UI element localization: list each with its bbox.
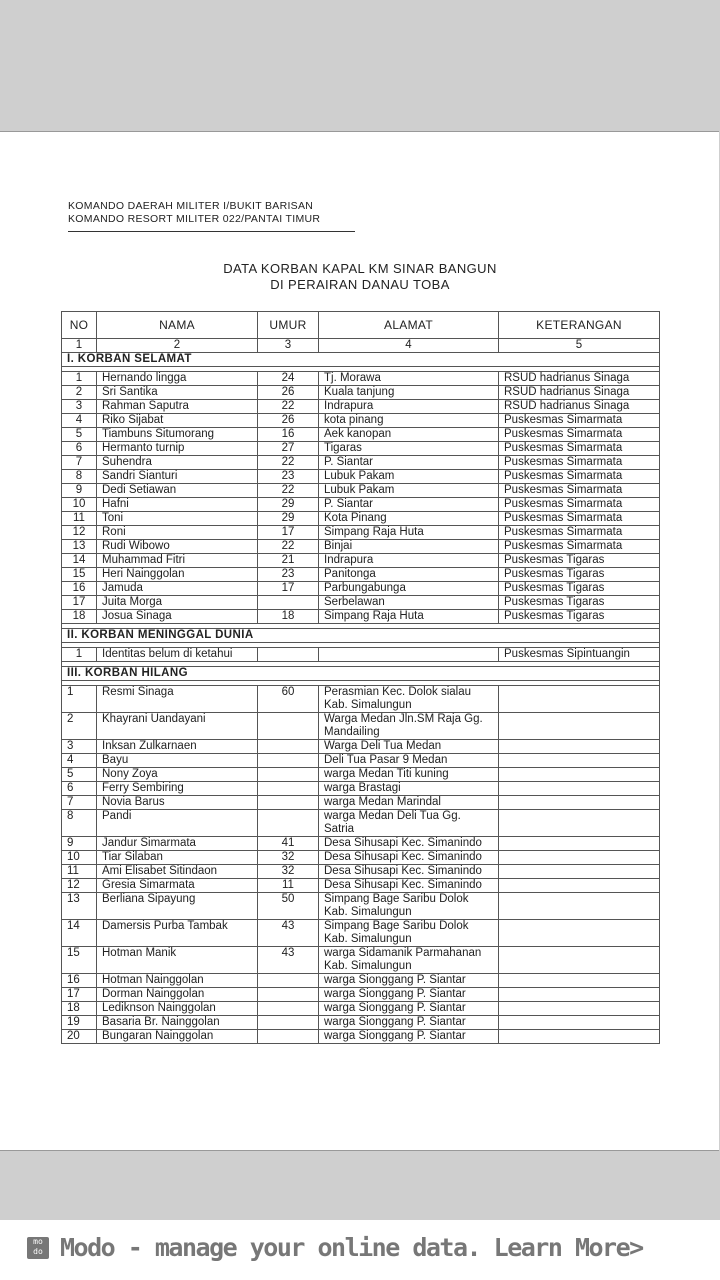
cell-keterangan	[499, 686, 660, 713]
cell-nama: Rahman Saputra	[97, 400, 258, 414]
cell-alamat: Tigaras	[319, 442, 499, 456]
cell-keterangan: RSUD hadrianus Sinaga	[499, 400, 660, 414]
cell-alamat: P. Siantar	[319, 456, 499, 470]
cell-nama: Ferry Sembiring	[97, 782, 258, 796]
cell-no: 11	[62, 865, 97, 879]
cell-umur	[258, 740, 319, 754]
cell-alamat: Panitonga	[319, 568, 499, 582]
table-row	[62, 879, 660, 893]
cell-no: 7	[62, 456, 97, 470]
cell-umur	[258, 1016, 319, 1030]
table-row	[62, 498, 660, 512]
table-row	[62, 1030, 660, 1044]
cell-no: 8	[62, 810, 97, 837]
table-row	[62, 988, 660, 1002]
table-row	[62, 974, 660, 988]
table-row	[62, 526, 660, 540]
col-alamat-header: ALAMAT	[319, 312, 499, 339]
cell-nama: Bayu	[97, 754, 258, 768]
col-no-header: NO	[62, 312, 97, 339]
table-row	[62, 512, 660, 526]
header-line-2: KOMANDO RESORT MILITER 022/PANTAI TIMUR	[68, 213, 321, 225]
cell-umur: 22	[258, 540, 319, 554]
cell-no: 10	[62, 498, 97, 512]
cell-keterangan	[499, 796, 660, 810]
cell-alamat: warga Sionggang P. Siantar	[319, 1002, 499, 1016]
cell-alamat: kota pinang	[319, 414, 499, 428]
cell-keterangan: RSUD hadrianus Sinaga	[499, 386, 660, 400]
cell-umur: 22	[258, 400, 319, 414]
cell-keterangan: Puskesmas Tigaras	[499, 554, 660, 568]
table-row	[62, 372, 660, 386]
cell-no: 5	[62, 768, 97, 782]
cell-nama: Damersis Purba Tambak	[97, 920, 258, 947]
cell-alamat: Parbungabunga	[319, 582, 499, 596]
table-row	[62, 768, 660, 782]
col-number: 4	[319, 339, 499, 353]
cell-alamat: Kota Pinang	[319, 512, 499, 526]
cell-no: 4	[62, 414, 97, 428]
cell-keterangan: Puskesmas Simarmata	[499, 484, 660, 498]
table-row	[62, 865, 660, 879]
cell-alamat: Aek kanopan	[319, 428, 499, 442]
cell-keterangan: Puskesmas Simarmata	[499, 540, 660, 554]
table-row	[62, 610, 660, 624]
cell-no: 5	[62, 428, 97, 442]
col-number: 1	[62, 339, 97, 353]
cell-nama: Tiambuns Situmorang	[97, 428, 258, 442]
cell-umur: 41	[258, 837, 319, 851]
table-row	[62, 484, 660, 498]
cell-nama: Riko Sijabat	[97, 414, 258, 428]
cell-alamat: warga Sionggang P. Siantar	[319, 1030, 499, 1044]
cell-nama: Hafni	[97, 498, 258, 512]
cell-alamat: Indrapura	[319, 554, 499, 568]
table-row	[62, 686, 660, 713]
cell-nama: Pandi	[97, 810, 258, 837]
cell-alamat: warga Sionggang P. Siantar	[319, 974, 499, 988]
cell-nama: Roni	[97, 526, 258, 540]
cell-keterangan: Puskesmas Simarmata	[499, 428, 660, 442]
document-page	[0, 131, 719, 1151]
cell-nama: Jamuda	[97, 582, 258, 596]
table-row	[62, 428, 660, 442]
cell-keterangan	[499, 865, 660, 879]
cell-nama: Nony Zoya	[97, 768, 258, 782]
cell-keterangan	[499, 782, 660, 796]
cell-no: 1	[62, 686, 97, 713]
cell-alamat: warga Brastagi	[319, 782, 499, 796]
cell-umur	[258, 974, 319, 988]
header-underline	[68, 231, 355, 232]
cell-no: 19	[62, 1016, 97, 1030]
section-row-hilang	[62, 667, 660, 681]
cell-alamat: Deli Tua Pasar 9 Medan	[319, 754, 499, 768]
table-row	[62, 540, 660, 554]
cell-nama: Khayrani Uandayani	[97, 713, 258, 740]
col-number: 5	[499, 339, 660, 353]
cell-umur: 43	[258, 920, 319, 947]
cell-alamat: Desa Sihusapi Kec. Simanindo	[319, 851, 499, 865]
table-header-row	[62, 312, 660, 339]
cell-alamat: Simpang Bage Saribu Dolok Kab. Simalungun	[319, 920, 499, 947]
cell-umur: 11	[258, 879, 319, 893]
table-row	[62, 414, 660, 428]
cell-umur: 16	[258, 428, 319, 442]
cell-nama: Sandri Sianturi	[97, 470, 258, 484]
cell-alamat: Warga Deli Tua Medan	[319, 740, 499, 754]
cell-no: 6	[62, 442, 97, 456]
table-row	[62, 568, 660, 582]
cell-nama: Heri Nainggolan	[97, 568, 258, 582]
cell-keterangan	[499, 893, 660, 920]
cell-keterangan	[499, 920, 660, 947]
cell-nama: Basaria Br. Nainggolan	[97, 1016, 258, 1030]
table-row	[62, 1002, 660, 1016]
header-line-1: KOMANDO DAERAH MILITER I/BUKIT BARISAN	[68, 200, 314, 212]
cell-alamat: Desa Sihusapi Kec. Simanindo	[319, 865, 499, 879]
table-row	[62, 754, 660, 768]
cell-nama: Juita Morga	[97, 596, 258, 610]
cell-keterangan: Puskesmas Tigaras	[499, 596, 660, 610]
cell-nama: Lediknson Nainggolan	[97, 1002, 258, 1016]
section-title: II. KORBAN MENINGGAL DUNIA	[62, 629, 660, 643]
table-row	[62, 713, 660, 740]
cell-alamat: Lubuk Pakam	[319, 484, 499, 498]
table-row	[62, 740, 660, 754]
cell-nama: Hermanto turnip	[97, 442, 258, 456]
cell-umur: 22	[258, 484, 319, 498]
cell-umur	[258, 768, 319, 782]
section-row-meninggal	[62, 629, 660, 643]
title-line-1: DATA KORBAN KAPAL KM SINAR BANGUN	[223, 261, 497, 276]
cell-keterangan: Puskesmas Sipintuangin	[499, 648, 660, 662]
cell-keterangan: Puskesmas Simarmata	[499, 526, 660, 540]
section-title: III. KORBAN HILANG	[62, 667, 660, 681]
cell-no: 3	[62, 400, 97, 414]
cell-umur: 23	[258, 568, 319, 582]
col-keterangan-header: KETERANGAN	[499, 312, 660, 339]
cell-keterangan	[499, 754, 660, 768]
cell-keterangan	[499, 768, 660, 782]
cell-nama: Novia Barus	[97, 796, 258, 810]
table-row	[62, 782, 660, 796]
cell-nama: Inksan Zulkarnaen	[97, 740, 258, 754]
cell-umur	[258, 1002, 319, 1016]
cell-alamat: Desa Sihusapi Kec. Simanindo	[319, 837, 499, 851]
table-row	[62, 837, 660, 851]
cell-nama: Hotman Nainggolan	[97, 974, 258, 988]
cell-no: 16	[62, 582, 97, 596]
cell-umur: 23	[258, 470, 319, 484]
cell-keterangan: Puskesmas Simarmata	[499, 512, 660, 526]
cell-nama: Hotman Manik	[97, 947, 258, 974]
cell-keterangan	[499, 974, 660, 988]
table-row	[62, 796, 660, 810]
cell-alamat: Desa Sihusapi Kec. Simanindo	[319, 879, 499, 893]
cell-nama: Berliana Sipayung	[97, 893, 258, 920]
cell-alamat: P. Siantar	[319, 498, 499, 512]
cell-alamat: Simpang Raja Huta	[319, 610, 499, 624]
cell-alamat: Warga Medan Jln.SM Raja Gg. Mandailing	[319, 713, 499, 740]
cell-nama: Gresia Simarmata	[97, 879, 258, 893]
cell-no: 6	[62, 782, 97, 796]
cell-nama: Resmi Sinaga	[97, 686, 258, 713]
cell-umur: 43	[258, 947, 319, 974]
section-row-selamat	[62, 353, 660, 367]
cell-alamat: Serbelawan	[319, 596, 499, 610]
cell-keterangan	[499, 810, 660, 837]
cell-nama: Sri Santika	[97, 386, 258, 400]
cell-umur: 24	[258, 372, 319, 386]
cell-umur	[258, 810, 319, 837]
cell-umur	[258, 1030, 319, 1044]
cell-umur	[258, 596, 319, 610]
cell-keterangan: Puskesmas Tigaras	[499, 568, 660, 582]
cell-keterangan: Puskesmas Tigaras	[499, 582, 660, 596]
cell-no: 16	[62, 974, 97, 988]
section-title: I. KORBAN SELAMAT	[62, 353, 660, 367]
cell-keterangan	[499, 837, 660, 851]
cell-no: 12	[62, 526, 97, 540]
table-row	[62, 456, 660, 470]
cell-keterangan	[499, 879, 660, 893]
cell-umur: 22	[258, 456, 319, 470]
table-row	[62, 648, 660, 662]
cell-keterangan: Puskesmas Tigaras	[499, 610, 660, 624]
table-row	[62, 442, 660, 456]
cell-nama: Tiar Silaban	[97, 851, 258, 865]
cell-no: 2	[62, 713, 97, 740]
col-number: 2	[97, 339, 258, 353]
cell-no: 1	[62, 372, 97, 386]
table-row	[62, 470, 660, 484]
cell-nama: Suhendra	[97, 456, 258, 470]
cell-umur: 26	[258, 386, 319, 400]
cell-keterangan	[499, 713, 660, 740]
cell-nama: Ami Elisabet Sitindaon	[97, 865, 258, 879]
cell-keterangan	[499, 740, 660, 754]
table-row	[62, 920, 660, 947]
cell-nama: Toni	[97, 512, 258, 526]
col-nama-header: NAMA	[97, 312, 258, 339]
table-body	[62, 353, 660, 1044]
cell-alamat: Indrapura	[319, 400, 499, 414]
cell-no: 18	[62, 1002, 97, 1016]
cell-umur: 21	[258, 554, 319, 568]
cell-no: 2	[62, 386, 97, 400]
ad-banner[interactable]	[0, 1220, 720, 1280]
cell-no: 3	[62, 740, 97, 754]
cell-keterangan	[499, 947, 660, 974]
cell-umur: 17	[258, 582, 319, 596]
cell-alamat: warga Sionggang P. Siantar	[319, 988, 499, 1002]
cell-umur: 29	[258, 498, 319, 512]
document-header	[68, 200, 320, 226]
cell-nama: Rudi Wibowo	[97, 540, 258, 554]
cell-alamat: Simpang Bage Saribu Dolok Kab. Simalungun	[319, 893, 499, 920]
cell-umur: 50	[258, 893, 319, 920]
cell-umur: 32	[258, 851, 319, 865]
cell-umur: 32	[258, 865, 319, 879]
cell-alamat: warga Sionggang P. Siantar	[319, 1016, 499, 1030]
cell-umur: 27	[258, 442, 319, 456]
cell-no: 9	[62, 837, 97, 851]
col-number: 3	[258, 339, 319, 353]
cell-alamat: warga Medan Titi kuning	[319, 768, 499, 782]
cell-no: 14	[62, 920, 97, 947]
cell-no: 20	[62, 1030, 97, 1044]
table-row	[62, 400, 660, 414]
cell-no: 1	[62, 648, 97, 662]
victim-table	[61, 311, 660, 1044]
table-row	[62, 596, 660, 610]
cell-no: 18	[62, 610, 97, 624]
cell-no: 9	[62, 484, 97, 498]
cell-nama: Josua Sinaga	[97, 610, 258, 624]
cell-no: 8	[62, 470, 97, 484]
cell-nama: Dorman Nainggolan	[97, 988, 258, 1002]
cell-keterangan: Puskesmas Simarmata	[499, 456, 660, 470]
cell-no: 11	[62, 512, 97, 526]
title-line-2: DI PERAIRAN DANAU TOBA	[270, 277, 450, 292]
cell-umur	[258, 988, 319, 1002]
cell-alamat: Kuala tanjung	[319, 386, 499, 400]
cell-alamat: warga Sidamanik Parmahanan Kab. Simalungun	[319, 947, 499, 974]
cell-umur: 26	[258, 414, 319, 428]
cell-alamat: warga Medan Marindal	[319, 796, 499, 810]
cell-nama: Bungaran Nainggolan	[97, 1030, 258, 1044]
cell-no: 4	[62, 754, 97, 768]
table-row	[62, 582, 660, 596]
cell-keterangan	[499, 851, 660, 865]
cell-alamat: Lubuk Pakam	[319, 470, 499, 484]
cell-umur: 60	[258, 686, 319, 713]
cell-umur: 29	[258, 512, 319, 526]
cell-no: 12	[62, 879, 97, 893]
cell-keterangan	[499, 1002, 660, 1016]
cell-keterangan: Puskesmas Simarmata	[499, 498, 660, 512]
document-title	[60, 261, 660, 293]
cell-alamat: Binjai	[319, 540, 499, 554]
cell-nama: Dedi Setiawan	[97, 484, 258, 498]
cell-umur	[258, 713, 319, 740]
cell-keterangan	[499, 1030, 660, 1044]
cell-umur	[258, 782, 319, 796]
cell-umur	[258, 754, 319, 768]
cell-keterangan: Puskesmas Simarmata	[499, 470, 660, 484]
cell-alamat: Perasmian Kec. Dolok sialau Kab. Simalungun	[319, 686, 499, 713]
cell-umur: 17	[258, 526, 319, 540]
cell-keterangan: RSUD hadrianus Sinaga	[499, 372, 660, 386]
cell-keterangan: Puskesmas Simarmata	[499, 442, 660, 456]
modo-logo-icon: mo do	[27, 1237, 49, 1259]
cell-alamat: Simpang Raja Huta	[319, 526, 499, 540]
cell-nama: Jandur Simarmata	[97, 837, 258, 851]
cell-no: 13	[62, 893, 97, 920]
cell-no: 15	[62, 568, 97, 582]
cell-no: 13	[62, 540, 97, 554]
table-row	[62, 810, 660, 837]
table-row	[62, 851, 660, 865]
column-number-row	[62, 339, 660, 353]
col-umur-header: UMUR	[258, 312, 319, 339]
cell-no: 10	[62, 851, 97, 865]
cell-nama: Hernando lingga	[97, 372, 258, 386]
cell-keterangan	[499, 988, 660, 1002]
cell-alamat	[319, 648, 499, 662]
table-row	[62, 554, 660, 568]
table-row	[62, 947, 660, 974]
cell-keterangan	[499, 1016, 660, 1030]
cell-no: 15	[62, 947, 97, 974]
cell-nama: Muhammad Fitri	[97, 554, 258, 568]
ad-banner-text[interactable]: Modo - manage your online data. Learn More>	[60, 1233, 643, 1262]
table-row	[62, 1016, 660, 1030]
cell-no: 17	[62, 988, 97, 1002]
cell-no: 14	[62, 554, 97, 568]
cell-umur	[258, 648, 319, 662]
cell-no: 7	[62, 796, 97, 810]
table-row	[62, 893, 660, 920]
cell-keterangan: Puskesmas Simarmata	[499, 414, 660, 428]
cell-umur: 18	[258, 610, 319, 624]
cell-no: 17	[62, 596, 97, 610]
cell-umur	[258, 796, 319, 810]
cell-alamat: warga Medan Deli Tua Gg. Satria	[319, 810, 499, 837]
cell-alamat: Tj. Morawa	[319, 372, 499, 386]
table-row	[62, 386, 660, 400]
cell-nama: Identitas belum di ketahui	[97, 648, 258, 662]
